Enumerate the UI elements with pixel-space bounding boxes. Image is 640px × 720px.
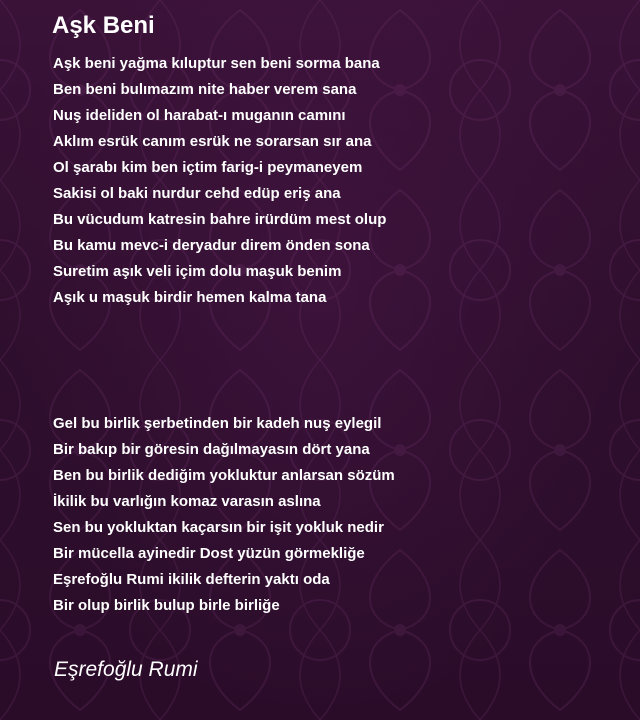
poem-line: Ben bu birlik dediğim yokluktur anlarsan sözüm [53, 467, 395, 484]
poem-line: Bir bakıp bir göresin dağılmayasın dört yana [53, 441, 370, 458]
poem-line: Bu kamu mevc-i deryadur direm önden sona [53, 237, 370, 254]
poem-line: Bu vücudum katresin bahre irürdüm mest olup [53, 211, 387, 228]
poem-line: Bir mücella ayinedir Dost yüzün görmekliğe [53, 545, 365, 562]
poem-line: Aşık u maşuk birdir hemen kalma tana [53, 289, 327, 306]
poem-line: Ol şarabı kim ben içtim farig-i peymaneyem [53, 159, 363, 176]
poem-line: İkilik bu varlığın komaz varasın aslına [53, 493, 321, 510]
poem-line: Aklım esrük canım esrük ne sorarsan sır ana [53, 133, 372, 150]
poem-line: Eşrefoğlu Rumi ikilik defterin yaktı oda [53, 571, 330, 588]
poem-line: Aşk beni yağma kıluptur sen beni sorma bana [53, 55, 380, 72]
poem-line: Bir olup birlik bulup birle birliğe [53, 597, 280, 614]
poem-line: Sen bu yokluktan kaçarsın bir işit yokluk nedir [53, 519, 384, 536]
stanza-2 [53, 411, 395, 619]
poem-line: Sakisi ol baki nurdur cehd edüp eriş ana [53, 185, 341, 202]
poem-line: Nuş ideliden ol harabat-ı muganın camını [53, 107, 346, 124]
poem-line: Gel bu birlik şerbetinden bir kadeh nuş eylegil [53, 415, 382, 432]
poem-author: Eşrefoğlu Rumi [54, 658, 198, 681]
stanza-1 [53, 51, 386, 311]
poem-line: Suretim aşık veli içim dolu maşuk benim [53, 263, 342, 280]
poem-line: Ben beni bulımazım nite haber verem sana [53, 81, 357, 98]
poem-title: Aşk Beni [52, 12, 155, 39]
